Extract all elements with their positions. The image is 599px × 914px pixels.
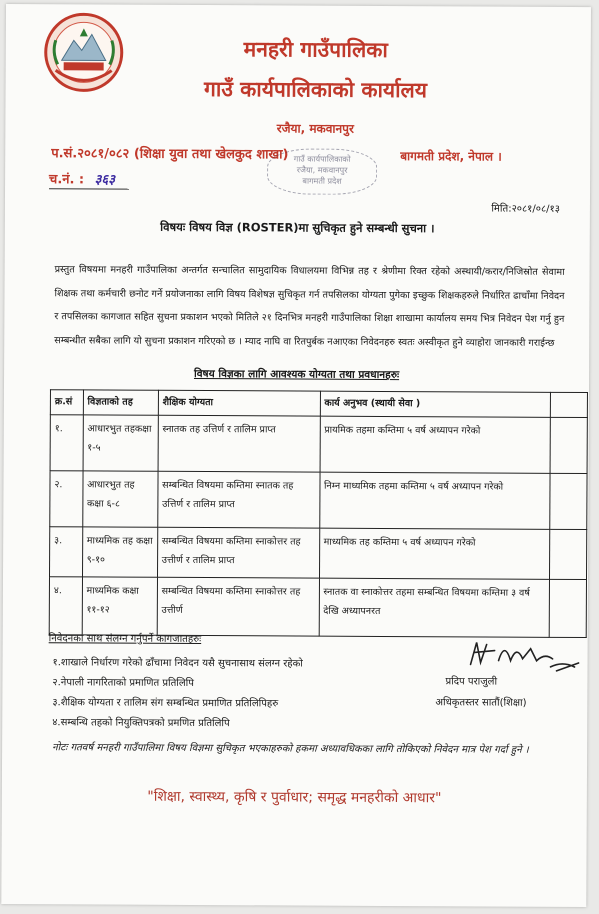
attachment-item: ३.शैक्षिक योग्यता र तालिम संग सम्बन्धित प्रमाणित प्रतिलिपिहरु	[52, 697, 279, 710]
table-header-row	[50, 390, 587, 418]
notice-subject: विषयः विषय विज्ञ (ROSTER)मा सुचिकृत हुने सम्बन्धी सुचना ।	[160, 219, 435, 236]
municipality-slogan: "शिक्षा, स्वास्थ्य, कृषि र पुर्वाधार; समृद्ध मनहरीको आधार"	[147, 788, 442, 807]
notice-date: मिति:२०८१/०८/१३	[491, 203, 560, 215]
cell-blank	[550, 417, 588, 473]
dispatch-value: ३६३	[94, 172, 116, 188]
cell-experience: माध्यमिक तह कम्तिमा ५ वर्ष अध्यापन गरेको	[319, 528, 549, 579]
dispatch-label: च.नं. :	[49, 172, 85, 188]
col-header-blank	[550, 392, 587, 417]
cell-level: आधारभुत तह कक्षा ६-८	[82, 471, 157, 527]
notice-body: प्रस्तुत विषयमा मनहरी गाउँपालिका अन्तर्गत सन्चालित सामुदायिक विधालयमा विभिन्न तह र श्रेणीमा रिक्त रहेको अस्थायी/करार/निजिस्रोत सेवामा शिक्षक तथा कर्मचारी छनोट गर्ने प्रयोजनाका लागि विषय विशेषज्ञ सुचिकृत गर्न तपसिलका योग्यता पुगेका इच्छुक शिक्षकहरुले निर्धारित ढाचाँमा निवेदन र तपसिलका कागजात सहित सुचना प्रकाशन भएको मितिले २१ दिनभित्र मनहरी गाउँपालिका शिक्षा शाखामा कार्यालय समय भित्र निवेदन पेश गर्नु हुन सम्बन्धीत सबैका लागि यो सुचना प्रकाशन गरिएको छ । म्याद नाघि वा रितपुर्बक नआएका निवेदनहरु स्वतः अस्वीकृत हुने व्याहोरा जानकारी गराईन्छ	[54, 264, 565, 349]
cell-blank	[549, 529, 587, 579]
signature-icon	[464, 634, 584, 679]
office-name: गाउँ कार्यपालिकाको कार्यालय	[204, 77, 428, 103]
cell-level: माध्यमिक कक्षा ११-१२	[82, 577, 157, 635]
cell-qualification: सम्बन्धित विषयमा कम्तिमा स्नाकोत्तर तह उत्तीर्ण र तालिम प्राप्त	[157, 527, 319, 578]
dispatch-number	[49, 169, 115, 187]
col-header-experience: कार्य अनुभव (स्थायी सेवा )	[320, 391, 550, 417]
office-location: रजैया, मकवानपुर	[276, 121, 354, 136]
table-row	[50, 415, 587, 474]
table-row	[49, 577, 586, 638]
cell-sn: ३.	[50, 527, 83, 577]
notice-note: नोटः गतवर्ष मनहरी गाउँपालिमा विषय विज्ञमा सुचिकृत भएकाहरुको हकमा अध्यावधिकका लागि तोकिएको निवेदन मात्र पेश गर्दा हुने ।	[52, 742, 529, 756]
cell-experience: प्रायमिक तहमा कम्तिमा ५ वर्ष अध्यापन गरेको	[320, 416, 550, 473]
cell-level: माध्यमिक तह कक्षा ९-१०	[82, 527, 157, 577]
cell-blank	[549, 579, 587, 637]
province-label: बागमती प्रदेश, नेपाल ।	[400, 149, 502, 164]
cell-qualification: सम्बन्धित विषयमा कम्तिमा स्नाकोत्तर तह उत्तीर्ण	[157, 577, 319, 636]
requirements-table-title: विषय विज्ञका लागि आवश्यक योग्यता तथा प्रवधानहरुः	[193, 367, 400, 382]
col-header-level: विज्ञताको तह	[83, 390, 158, 415]
cell-experience: स्नातक वा स्नाकोत्तर तहमा सम्बन्धित विषयमा कम्तिमा ३ वर्ष देखि अध्यापनरत	[319, 578, 549, 637]
cell-sn: ४.	[49, 577, 82, 635]
reference-number: प.सं.२०८१/०८२ (शिक्षा युवा तथा खेलकुद शाखा)	[51, 146, 289, 163]
attachment-item: १.शाखाले निर्धारण गरेको ढाँचामा निवेदन यसै सुचनासाथ संलग्न रहेको	[52, 657, 303, 670]
cell-blank	[549, 473, 587, 529]
attachment-item: ४.सम्बन्धि तहको नियुक्तिपत्रको प्रमणित प्रतिलिपि	[52, 717, 230, 730]
notice-page	[1, 4, 591, 907]
col-header-sn: क्र.सं	[50, 390, 83, 415]
cell-level: आधारभुत तहकक्षा १-५	[83, 415, 158, 471]
cell-sn: २.	[50, 471, 83, 527]
cell-qualification: स्नातक तह उत्तिर्ण र तालिम प्राप्त	[158, 415, 320, 472]
cell-qualification: सम्बन्धित विषयमा कम्तिमा स्नातक तह उत्तिर्ण र तालिम प्राप्त	[157, 471, 319, 528]
dispatch-underline	[49, 188, 129, 189]
col-header-qualification: शैक्षिक योग्यता	[158, 390, 320, 416]
table-row	[50, 527, 587, 580]
signatory-name: प्रदिप पराजुली	[445, 676, 498, 688]
office-stamp: गाउँ कार्यपालिकाको रजैया, मकवानपुर बागमती प्रदेश	[267, 148, 377, 195]
signatory-title: अधिकृतस्तर सातौं(शिक्षा)	[435, 697, 527, 709]
table-row	[50, 471, 587, 530]
municipality-name: मनहरी गाउँपालिका	[243, 37, 388, 62]
attachment-item: २.नेपाली नागरिताको प्रमाणित प्रतिलिपि	[52, 677, 194, 689]
attachments-title: निवेदनका साथ संलग्न गर्नुपर्ने कागजातहरुः	[48, 633, 202, 646]
cell-experience: निम्न माध्यमिक तहमा कम्तिमा ५ वर्ष अध्यापन गरेको	[319, 472, 549, 529]
nepal-emblem-icon	[42, 10, 126, 94]
cell-sn: १.	[50, 415, 83, 471]
requirements-table	[49, 389, 588, 638]
